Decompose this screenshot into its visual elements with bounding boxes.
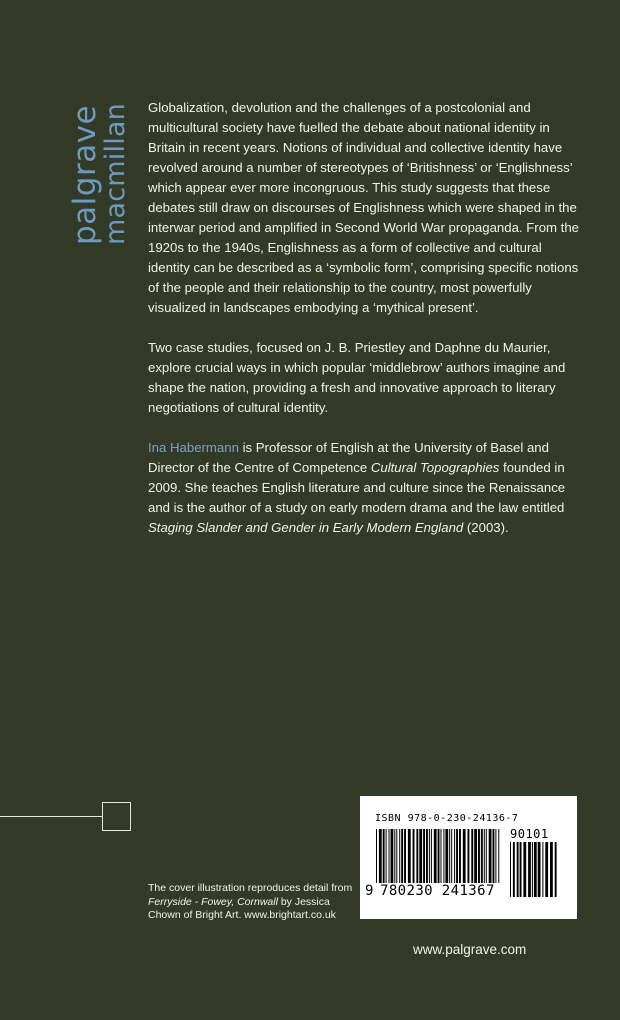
barcode-bar [426,829,428,883]
barcode-bar [379,829,382,883]
publisher-website: www.palgrave.com [413,942,527,957]
barcode-bar [419,829,422,883]
barcode-bar [520,842,522,897]
barcode-bar [416,829,418,883]
logo-line-macmillan: macmillan [100,103,131,245]
barcode-bar [401,829,403,883]
barcode-bar [532,842,533,897]
barcode-bar [396,829,397,883]
isbn-label: ISBN 978-0-230-24136-7 [375,813,519,824]
barcode-bar [545,842,548,897]
logo-text [67,95,131,245]
author-bio-text-1: is Professor of English at the University of Basel and Director of the Centre of Competence [148,440,549,475]
barcode-bar [517,842,519,897]
barcode-bar [534,842,537,897]
barcode-addon-bars-icon [510,842,558,897]
credit-italic: Ferryside - Fowey, Cornwall [148,895,278,908]
barcode-bar [528,842,531,897]
barcode-bar [438,829,440,883]
decorative-line [0,816,102,817]
barcode-bar [429,829,430,883]
publisher-logo [67,95,134,245]
barcode-bar [478,829,480,883]
barcode-bar [510,842,511,897]
back-cover-text [148,98,586,558]
barcode-bar [451,829,452,883]
barcode-bar [376,829,377,883]
author-bio-italic-1: Cultural Topographies [370,460,500,475]
author-bio-italic-2: Staging Slander and Gender in Early Modern England [148,520,464,535]
barcode-bar [434,829,437,883]
barcode-bar [413,829,415,883]
credit-text-1: The cover illustration reproduces detail from [148,882,353,894]
barcode-bar [489,829,492,883]
barcode-bar [456,829,458,883]
barcode-bar [391,829,394,883]
barcode-bar [486,829,487,883]
barcode-bar [394,829,395,883]
ean-digits: 780230 241367 [380,883,495,899]
author-name: Ina Habermann [148,440,239,455]
barcode-bar [542,842,543,897]
barcode-bar [423,829,425,883]
ean-first-digit: 9 [365,883,374,899]
barcode-bar [538,842,541,897]
barcode-bar [468,829,470,883]
barcode-bar [471,829,473,883]
credit-text-2: by Jessica Chown of Bright Art. www.brightart.co.uk [148,895,336,921]
barcode-bar [523,842,526,897]
barcode-bar [484,829,485,883]
barcode-bar [443,829,444,883]
barcode-bars-icon [376,829,500,883]
barcode-bar [463,829,466,883]
barcode-box [360,796,577,919]
barcode-addon-code: 90101 [510,827,549,841]
barcode-bar [449,829,450,883]
blurb-paragraph-2: Two case studies, focused on J. B. Priestley and Daphne du Maurier, explore crucial ways in which popular ‘middlebrow’ authors imagine and shape the nation, providing a fresh and innovative approach to literary negotiations of cultural identity. [148,340,566,415]
barcode-bar [404,829,406,883]
cover-credit [148,882,358,923]
barcode-bar [513,842,515,897]
barcode-bar [555,842,557,897]
barcode-bar [493,829,495,883]
barcode-bar [431,829,432,883]
barcode-bar [389,829,390,883]
author-bio-text-3: (2003). [463,520,509,535]
barcode-bar [474,829,477,883]
barcode-bar [550,842,553,897]
decorative-square-icon [102,802,131,831]
barcode-bar [498,829,499,883]
author-bio [148,438,586,538]
barcode-bar [459,829,461,883]
logo-line-palgrave: palgrave [67,104,103,245]
barcode-bar [408,829,411,883]
barcode-bar [399,829,400,883]
barcode-bar [441,829,442,883]
barcode-bar [454,829,455,883]
barcode-bar [383,829,385,883]
barcode-bar [445,829,448,883]
barcode-bar [481,829,483,883]
blurb-paragraph-1: Globalization, devolution and the challenges of a postcolonial and multicultural society have fuelled the debate about national identity in Britain in recent years. Notions of individual and collective identity have revolved around a number of stereotypes of ‘Britishness’ or ‘Englishness’ which appear ever more incongruous. This study suggests that these debates still draw on discourses of Englishness which were shaped in the interwar period and amplified in Second World War propaganda. From the 1920s to the 1940s, Englishness as a form of collective and cultural identity can be described as a ‘symbolic form’, comprising specific notions of the people and their relationship to the country, most powerfully visualized in landscapes embodying a ‘mythical present’. [148,100,580,315]
barcode-bar [386,829,387,883]
barcode-bar [495,829,496,883]
author-bio-text-2: founded in 2009. She teaches English literature and culture since the Renaissance and is the author of a study on early modern drama and the law entitled [148,460,566,515]
